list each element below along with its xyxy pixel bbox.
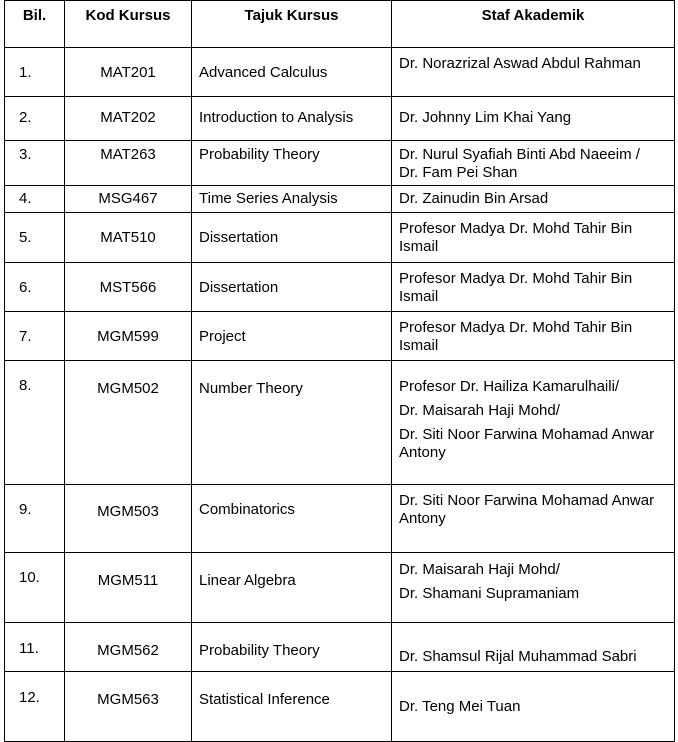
- staff-name: Dr. Zainudin Bin Arsad: [399, 190, 549, 207]
- staff-name: Profesor Madya Dr. Mohd Tahir Bin Ismail: [399, 220, 633, 255]
- table-row: [5, 312, 675, 361]
- course-code: MGM599: [65, 312, 192, 361]
- header-bil: Bil.: [5, 1, 65, 48]
- staff-name: Dr. Norazrizal Aswad Abdul Rahman: [399, 55, 641, 72]
- staff-name: Dr. Nurul Syafiah Binti Abd Naeeim /: [399, 146, 640, 163]
- staff-name: Dr. Maisarah Haji Mohd/: [399, 402, 560, 419]
- course-code: MGM511: [65, 553, 192, 623]
- course-title: Statistical Inference: [192, 672, 392, 742]
- header-row: [5, 1, 675, 48]
- staff-name: Profesor Dr. Hailiza Kamarulhaili/: [399, 378, 620, 395]
- table-row: [5, 213, 675, 263]
- staff-name: Dr. Siti Noor Farwina Mohamad Anwar Antony: [399, 492, 655, 527]
- header-kod-kursus: Kod Kursus: [65, 1, 192, 48]
- course-code: MSG467: [65, 186, 192, 213]
- academic-staff: [392, 141, 675, 186]
- row-number: 3.: [5, 141, 65, 186]
- row-number: 1.: [5, 48, 65, 97]
- header-tajuk-kursus: Tajuk Kursus: [192, 1, 392, 48]
- row-number: 9.: [5, 485, 65, 553]
- course-title: Time Series Analysis: [192, 186, 392, 213]
- course-code: MGM562: [65, 623, 192, 672]
- course-title: Combinatorics: [192, 485, 392, 553]
- course-title: Dissertation: [192, 263, 392, 312]
- course-title: Dissertation: [192, 213, 392, 263]
- staff-name: Profesor Madya Dr. Mohd Tahir Bin Ismail: [399, 319, 633, 354]
- course-title: Number Theory: [192, 361, 392, 485]
- table-row: [5, 48, 675, 97]
- academic-staff: [392, 553, 675, 623]
- course-title: Probability Theory: [192, 623, 392, 672]
- table-row: [5, 485, 675, 553]
- academic-staff: [392, 186, 675, 213]
- academic-staff: [392, 263, 675, 312]
- academic-staff: [392, 312, 675, 361]
- academic-staff: [392, 672, 675, 742]
- academic-staff: [392, 623, 675, 672]
- row-number: 11.: [5, 623, 65, 672]
- course-code: MST566: [65, 263, 192, 312]
- academic-staff: [392, 97, 675, 141]
- staff-name: Dr. Shamani Supramaniam: [399, 585, 580, 602]
- course-title: Introduction to Analysis: [192, 97, 392, 141]
- table-row: [5, 553, 675, 623]
- row-number: 7.: [5, 312, 65, 361]
- course-title: Probability Theory: [192, 141, 392, 186]
- table-row: [5, 623, 675, 672]
- course-code: MAT201: [65, 48, 192, 97]
- course-code: MGM503: [65, 485, 192, 553]
- academic-staff: [392, 485, 675, 553]
- course-code: MGM502: [65, 361, 192, 485]
- course-code: MAT510: [65, 213, 192, 263]
- staff-name: Dr. Maisarah Haji Mohd/: [399, 561, 560, 578]
- staff-name: Dr. Johnny Lim Khai Yang: [399, 109, 572, 126]
- table-row: [5, 263, 675, 312]
- header-staf-akademik: Staf Akademik: [392, 1, 675, 48]
- row-number: 8.: [5, 361, 65, 485]
- row-number: 6.: [5, 263, 65, 312]
- course-title: Linear Algebra: [192, 553, 392, 623]
- staff-name: Dr. Fam Pei Shan: [399, 164, 518, 181]
- table-row: [5, 361, 675, 485]
- course-title: Advanced Calculus: [192, 48, 392, 97]
- academic-staff: [392, 213, 675, 263]
- staff-name: Profesor Madya Dr. Mohd Tahir Bin Ismail: [399, 270, 633, 305]
- academic-staff: [392, 48, 675, 97]
- row-number: 5.: [5, 213, 65, 263]
- academic-staff: [392, 361, 675, 485]
- row-number: 2.: [5, 97, 65, 141]
- table-row: [5, 672, 675, 742]
- staff-name: Dr. Siti Noor Farwina Mohamad Anwar Antony: [399, 426, 655, 461]
- staff-name: Dr. Shamsul Rijal Muhammad Sabri: [399, 648, 637, 665]
- table-body: [5, 48, 675, 742]
- course-code: MAT263: [65, 141, 192, 186]
- row-number: 4.: [5, 186, 65, 213]
- row-number: 12.: [5, 672, 65, 742]
- row-number: 10.: [5, 553, 65, 623]
- course-staff-table: [4, 0, 675, 742]
- course-code: MAT202: [65, 97, 192, 141]
- table-row: [5, 141, 675, 186]
- staff-name: Dr. Teng Mei Tuan: [399, 698, 521, 715]
- course-code: MGM563: [65, 672, 192, 742]
- table-row: [5, 97, 675, 141]
- course-title: Project: [192, 312, 392, 361]
- table-row: [5, 186, 675, 213]
